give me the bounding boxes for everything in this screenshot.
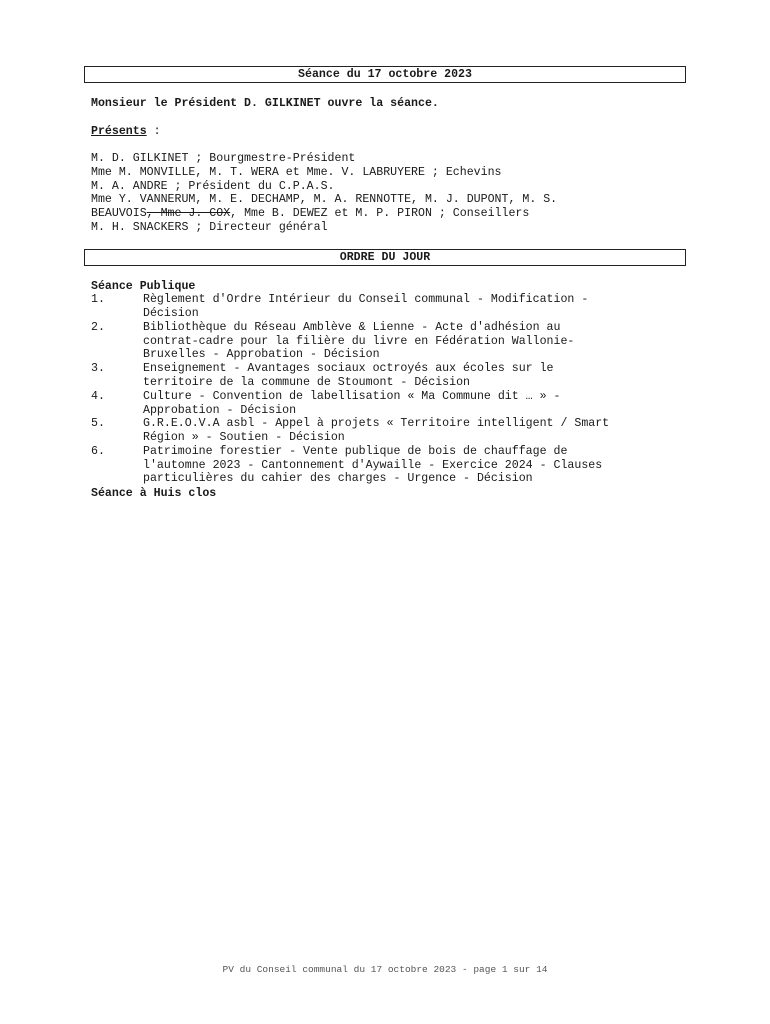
- agenda-item-text: G.R.E.O.V.A asbl - Appel à projets « Territoire intelligent / Smart Région » - Soutien - Décision: [143, 417, 610, 444]
- presents-line: Mme M. MONVILLE, M. T. WERA et Mme. V. LABRUYERE ; Echevins: [91, 166, 502, 179]
- agenda-title: ORDRE DU JOUR: [84, 249, 686, 266]
- agenda-item-text: Bibliothèque du Réseau Amblève & Lienne - Acte d'adhésion au contrat-cadre pour la filière du livre en Fédération Wallonie- Bruxelles - Approbation - Décision: [143, 321, 575, 362]
- presents-line: [91, 207, 529, 221]
- presents-heading: [91, 125, 161, 139]
- closed-session-label: Séance à Huis clos: [91, 487, 217, 500]
- agenda-item-number: 4.: [91, 390, 105, 403]
- presents-colon: :: [146, 125, 161, 138]
- struck-name: , Mme J. COX: [146, 207, 231, 220]
- agenda-item-number: 5.: [91, 417, 105, 430]
- presents-line-part: BEAUVOIS: [91, 207, 147, 220]
- agenda-item-text: Règlement d'Ordre Intérieur du Conseil communal - Modification - Décision: [143, 293, 589, 320]
- presents-line: M. H. SNACKERS ; Directeur général: [91, 221, 328, 234]
- agenda-item-number: 6.: [91, 445, 105, 458]
- opening-statement: Monsieur le Président D. GILKINET ouvre la séance.: [91, 97, 439, 110]
- agenda-item-text: Patrimoine forestier - Vente publique de bois de chauffage de l'automne 2023 - Cantonnement d'Aywaille - Exercice 2024 - Clauses particulières du cahier des charges - Urgence - Décision: [143, 445, 603, 486]
- presents-label: Présents: [91, 125, 147, 138]
- presents-line: M. D. GILKINET ; Bourgmestre-Président: [91, 152, 356, 165]
- presents-line-part: , Mme B. DEWEZ et M. P. PIRON ; Conseillers: [230, 207, 530, 220]
- agenda-item-number: 1.: [91, 293, 105, 306]
- presents-line: Mme Y. VANNERUM, M. E. DECHAMP, M. A. RENNOTTE, M. J. DUPONT, M. S.: [91, 193, 558, 206]
- agenda-item-number: 2.: [91, 321, 105, 334]
- session-title: Séance du 17 octobre 2023: [84, 66, 686, 83]
- agenda-item-text: Enseignement - Avantages sociaux octroyés aux écoles sur le territoire de la commune de Stoumont - Décision: [143, 362, 554, 389]
- agenda-item-text: Culture - Convention de labellisation « Ma Commune dit … » - Approbation - Décision: [143, 390, 561, 417]
- page-footer: PV du Conseil communal du 17 octobre 2023 - page 1 sur 14: [222, 964, 548, 975]
- public-session-label: Séance Publique: [91, 280, 196, 293]
- presents-line: M. A. ANDRE ; Président du C.P.A.S.: [91, 180, 335, 193]
- agenda-item-number: 3.: [91, 362, 105, 375]
